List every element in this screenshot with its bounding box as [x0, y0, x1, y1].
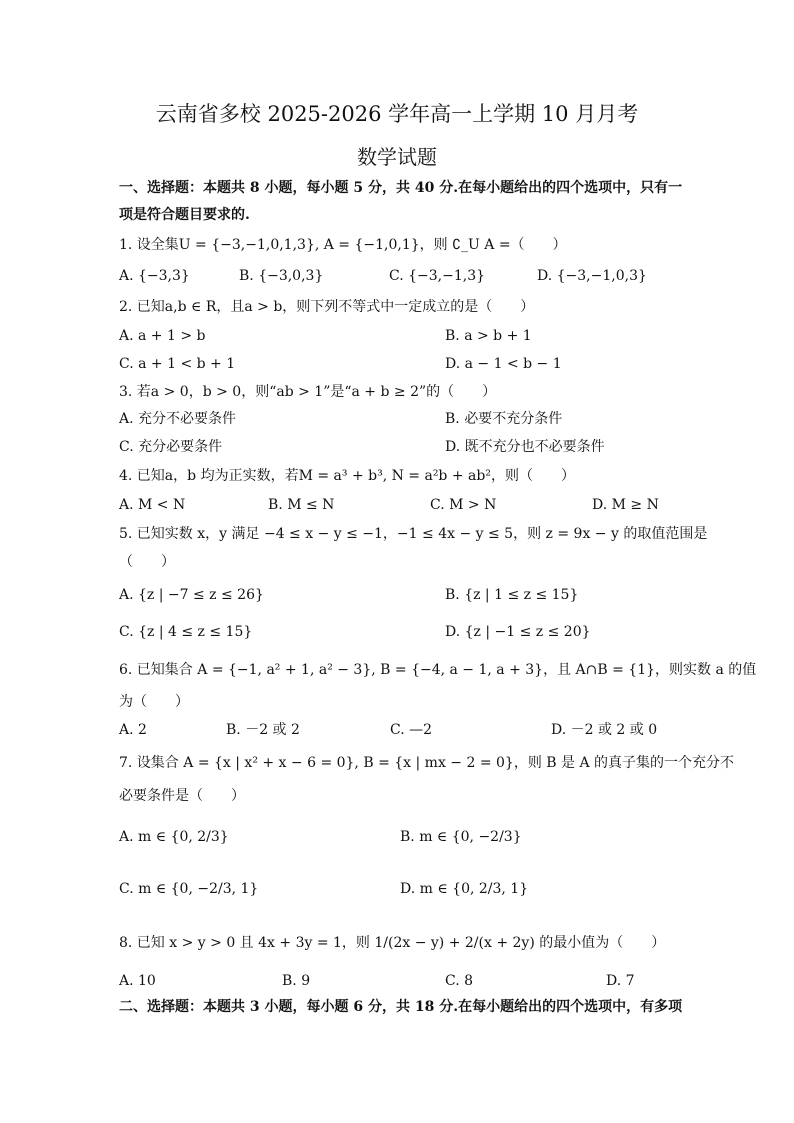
q5-stem-cont: （ ）: [119, 554, 175, 570]
q6-stem-cont: 为（ ）: [119, 694, 189, 710]
q7-stem: 7. 设集合 A = {x | x² + x − 6 = 0}, B = {x | mx − 2 = 0}，则 B 是 A 的真子集的一个充分不: [119, 755, 735, 771]
section1-heading-line1: 一、选择题：本题共 8 小题，每小题 5 分，共 40 分.在每小题给出的四个选项中，只有一: [119, 180, 683, 196]
q8-stem: 8. 已知 x > y > 0 且 4x + 3y = 1，则 1/(2x − y) + 2/(x + 2y) 的最小值为（ ）: [119, 935, 666, 951]
q3-option-c: C. 充分必要条件: [119, 439, 223, 455]
q8-option-a: A. 10: [119, 973, 156, 989]
q5-stem: 5. 已知实数 x，y 满足 −4 ≤ x − y ≤ −1，−1 ≤ 4x − y ≤ 5，则 z = 9x − y 的取值范围是: [119, 526, 708, 542]
q7-option-b: B. m ∈ {0, −2/3}: [400, 829, 522, 845]
q7-stem-cont: 必要条件是（ ）: [119, 788, 245, 804]
q2-option-d: D. a − 1 < b − 1: [445, 356, 562, 372]
q8-option-b: B. 9: [282, 973, 311, 989]
q1-stem: 1. 设全集U = {−3,−1,0,1,3}, A = {−1,0,1}，则 ∁_U A =（ ）: [119, 237, 567, 253]
q5-option-c: C. {z | 4 ≤ z ≤ 15}: [119, 624, 253, 640]
q4-stem: 4. 已知a，b 均为正实数，若M = a³ + b³, N = a²b + ab²，则（ ）: [119, 468, 575, 484]
q2-option-c: C. a + 1 < b + 1: [119, 356, 236, 372]
q2-option-b: B. a > b + 1: [445, 328, 532, 344]
q6-option-a: A. 2: [119, 722, 147, 738]
q6-option-c: C. —2: [390, 722, 433, 738]
q4-option-d: D. M ≥ N: [592, 497, 659, 513]
q8-option-c: C. 8: [445, 973, 474, 989]
q5-option-a: A. {z | −7 ≤ z ≤ 26}: [119, 587, 264, 603]
q3-option-b: B. 必要不充分条件: [445, 411, 563, 427]
q2-stem: 2. 已知a,b ∈ R，且a > b，则下列不等式中一定成立的是（ ）: [119, 299, 535, 315]
q1-option-c: C. {−3,−1,3}: [389, 268, 486, 284]
q8-option-d: D. 7: [606, 973, 635, 989]
q3-stem: 3. 若a > 0，b > 0，则“ab > 1”是“a + b ≥ 2”的（ ）: [119, 384, 497, 400]
section1-heading-line2: 项是符合题目要求的.: [119, 207, 250, 223]
q1-option-b: B. {−3,0,3}: [239, 268, 324, 284]
q3-option-a: A. 充分不必要条件: [119, 411, 237, 427]
q6-option-d: D. －2 或 2 或 0: [551, 722, 658, 738]
q7-option-c: C. m ∈ {0, −2/3, 1}: [119, 881, 259, 897]
q6-option-b: B. －2 或 2: [226, 722, 300, 738]
section2-heading: 二、选择题：本题共 3 小题，每小题 6 分，共 18 分.在每小题给出的四个选项中，有多项: [119, 999, 683, 1015]
page-title: 云南省多校 2025-2026 学年高一上学期 10 月月考: [155, 102, 639, 126]
q5-option-d: D. {z | −1 ≤ z ≤ 20}: [445, 624, 591, 640]
q1-option-d: D. {−3,−1,0,3}: [537, 268, 647, 284]
q1-option-a: A. {−3,3}: [119, 268, 190, 284]
q7-option-a: A. m ∈ {0, 2/3}: [119, 829, 229, 845]
page-subtitle: 数学试题: [357, 145, 437, 169]
q4-option-c: C. M > N: [430, 497, 497, 513]
q4-option-a: A. M < N: [119, 497, 186, 513]
q6-stem: 6. 已知集合 A = {−1, a² + 1, a² − 3}, B = {−4, a − 1, a + 3}，且 A∩B = {1}，则实数 a 的值: [119, 662, 757, 678]
q4-option-b: B. M ≤ N: [268, 497, 335, 513]
q5-option-b: B. {z | 1 ≤ z ≤ 15}: [445, 587, 579, 603]
q2-option-a: A. a + 1 > b: [119, 328, 206, 344]
q7-option-d: D. m ∈ {0, 2/3, 1}: [400, 881, 529, 897]
q3-option-d: D. 既不充分也不必要条件: [445, 439, 605, 455]
